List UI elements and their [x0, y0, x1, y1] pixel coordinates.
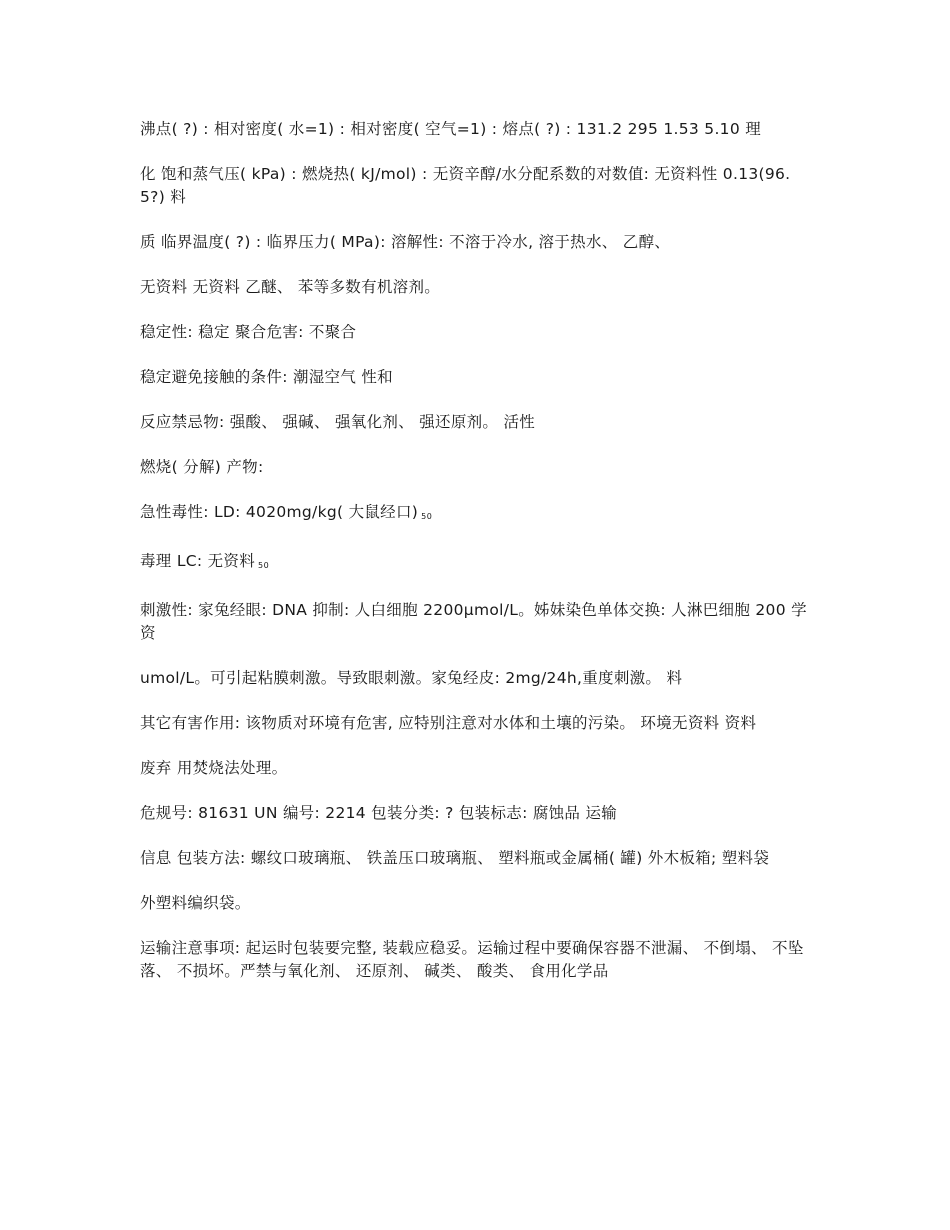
paragraph-packaging-outer: 外塑料编织袋。	[140, 894, 251, 912]
paragraph-physical-properties-4: 无资料 无资料 乙醚、 苯等多数有机溶剂。	[140, 278, 441, 296]
paragraph-acute-toxicity	[140, 501, 812, 528]
paragraph-physical-properties-3: 质 临界温度( ?) : 临界压力( MPa): 溶解性: 不溶于冷水, 溶于热水、 乙醇、	[140, 233, 671, 251]
lc50-subscript: 50	[258, 561, 270, 570]
paragraph-transport-codes: 危规号: 81631 UN 编号: 2214 包装分类: ? 包装标志: 腐蚀品 运输	[140, 804, 618, 822]
paragraph-physical-properties-2: 化 饱和蒸气压( kPa) : 燃烧热( kJ/mol) : 无资辛醇/水分配系数的对数值: 无资料性 0.13(96.5?) 料	[140, 165, 791, 206]
ld50-subscript: 50	[421, 512, 433, 521]
paragraph-irritation: 刺激性: 家兔经眼: DNA 抑制: 人白细胞 2200μmol/L。姊妹染色单体交换: 人淋巴细胞 200 学资	[140, 601, 807, 642]
paragraph-disposal: 废弃 用焚烧法处理。	[140, 759, 288, 777]
paragraph-stability: 稳定性: 稳定 聚合危害: 不聚合	[140, 323, 357, 341]
paragraph-transport-notes: 运输注意事项: 起运时包装要完整, 装载应稳妥。运输过程中要确保容器不泄漏、 不倒塌、 不坠落、 不损坏。严禁与氧化剂、 还原剂、 碱类、 酸类、 食用化学品	[140, 939, 804, 980]
paragraph-toxicology-lc	[140, 550, 812, 577]
document-body	[140, 118, 812, 1005]
paragraph-physical-properties-1: 沸点( ?) : 相对密度( 水=1) : 相对密度( 空气=1) : 熔点( ?) : 131.2 295 1.53 5.10 理	[140, 120, 762, 138]
paragraph-combustion-products: 燃烧( 分解) 产物:	[140, 458, 264, 476]
paragraph-packaging-method: 信息 包装方法: 螺纹口玻璃瓶、 铁盖压口玻璃瓶、 塑料瓶或金属桶( 罐) 外木板箱; 塑料袋	[140, 849, 770, 867]
paragraph-irritation-cont: umol/L。可引起粘膜刺激。导致眼刺激。家兔经皮: 2mg/24h,重度刺激。 料	[140, 669, 683, 687]
paragraph-incompatible: 反应禁忌物: 强酸、 强碱、 强氧化剂、 强还原剂。 活性	[140, 413, 536, 431]
toxicology-lc-text: 毒理 LC: 无资料	[140, 552, 256, 570]
paragraph-avoid-conditions: 稳定避免接触的条件: 潮湿空气 性和	[140, 368, 393, 386]
acute-toxicity-text: 急性毒性: LD: 4020mg/kg( 大鼠经口)	[140, 503, 419, 521]
paragraph-environmental: 其它有害作用: 该物质对环境有危害, 应特别注意对水体和土壤的污染。 环境无资料 资料	[140, 714, 757, 732]
